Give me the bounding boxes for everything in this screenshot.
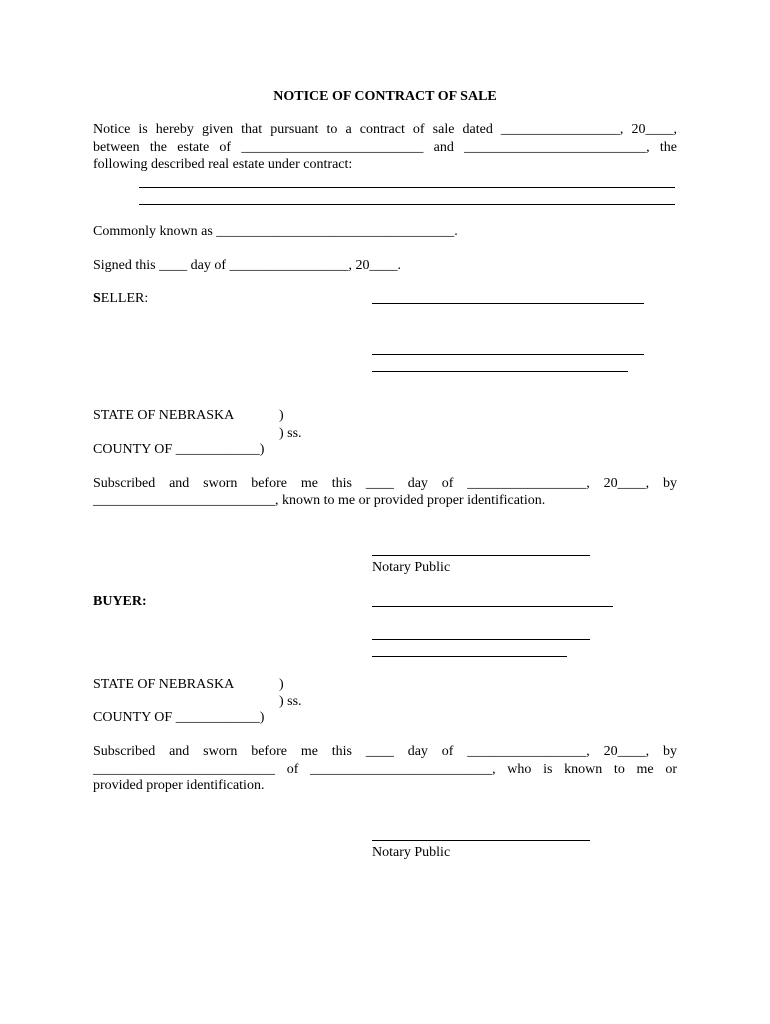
state-of-nebraska-2: STATE OF NEBRASKA	[93, 677, 235, 692]
venue-paren-1: )	[279, 408, 284, 423]
buyer-signature-line-2	[372, 639, 590, 640]
commonly-known-as: Commonly known as __________________________________.	[93, 224, 458, 239]
subscribed-line-1a: Subscribed and sworn before me this ____ day of _________________, 20____, by	[93, 476, 677, 491]
seller-signature-line-1	[372, 303, 644, 304]
signed-this: Signed this ____ day of _________________, 20____.	[93, 258, 401, 273]
property-description-line-1	[139, 187, 675, 188]
subscribed-line-2a: Subscribed and sworn before me this ____ day of _________________, 20____, by	[93, 744, 677, 759]
venue-ss-2: ) ss.	[279, 694, 302, 709]
county-of-2: COUNTY OF ____________)	[93, 710, 265, 725]
venue-ss-1: ) ss.	[279, 426, 302, 441]
venue-paren-2: )	[279, 677, 284, 692]
notary-signature-line-1	[372, 555, 590, 556]
notary-signature-line-2	[372, 840, 590, 841]
notary-public-label-2: Notary Public	[372, 845, 451, 860]
buyer-label: BUYER:	[93, 594, 147, 609]
seller-label	[93, 290, 148, 307]
document-title: NOTICE OF CONTRACT OF SALE	[273, 89, 497, 104]
subscribed-line-2b: __________________________ of __________________________, who is known to me or	[93, 762, 677, 777]
state-of-nebraska-1: STATE OF NEBRASKA	[93, 408, 235, 423]
subscribed-line-2c: provided proper identification.	[93, 778, 265, 793]
seller-signature-line-3	[372, 371, 628, 372]
seller-signature-line-2	[372, 354, 644, 355]
buyer-signature-line-3	[372, 656, 567, 657]
property-description-line-2	[139, 204, 675, 205]
notice-line-2: between the estate of __________________________ and __________________________, the	[93, 140, 677, 155]
notary-public-label-1: Notary Public	[372, 560, 451, 575]
county-of-1: COUNTY OF ____________)	[93, 442, 265, 457]
seller-label-initial: S	[93, 291, 101, 306]
notice-line-1: Notice is hereby given that pursuant to a contract of sale dated _________________, 20____,	[93, 122, 677, 137]
notice-line-3: following described real estate under contract:	[93, 157, 353, 172]
buyer-signature-line-1	[372, 606, 613, 607]
subscribed-line-1b: __________________________, known to me or provided proper identification.	[93, 493, 546, 508]
seller-label-rest: ELLER:	[100, 291, 149, 306]
